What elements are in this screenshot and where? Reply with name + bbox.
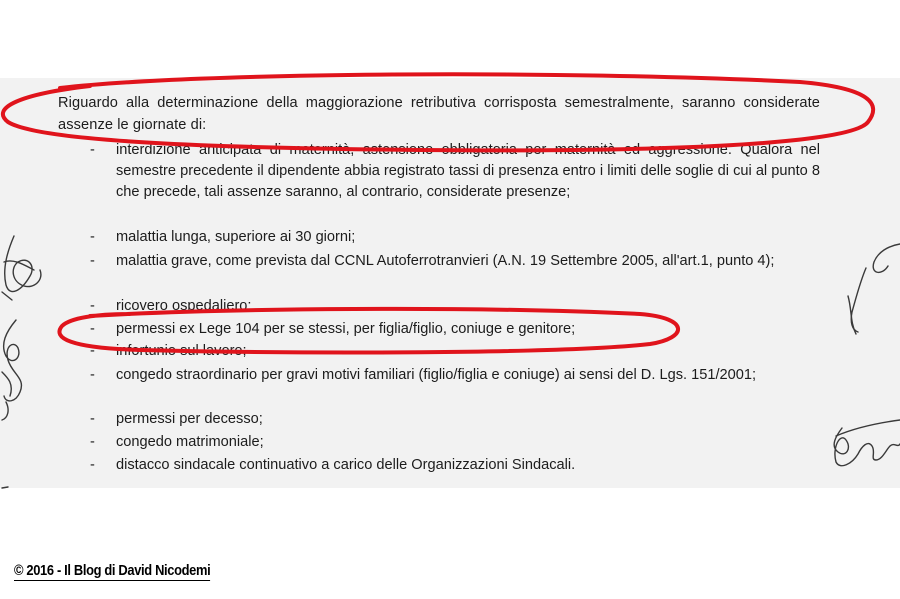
bullet-dash: - (90, 298, 95, 314)
bullet-dash: - (90, 229, 95, 245)
list-item-text: ricovero ospedaliero; (116, 298, 252, 314)
bullet-dash: - (90, 253, 95, 269)
list-item-text: infortunio sul lavoro; (116, 343, 247, 359)
list-item-text: malattia grave, come prevista dal CCNL Autoferrotranvieri (A.N. 19 Settembre 2005, all'art.1, punto 4); (116, 253, 775, 269)
bullet-dash: - (90, 457, 95, 473)
intro-paragraph: Riguardo alla determinazione della maggiorazione retributiva corrisposta semestralmente, saranno considerate assenze le giornate di: (58, 95, 820, 133)
list-item-text: distacco sindacale continuativo a carico delle Organizzazioni Sindacali. (116, 457, 576, 473)
list-item-text: congedo straordinario per gravi motivi familiari (figlio/figlia e coniuge) ai sensi del D. Lgs. 151/2001; (116, 367, 757, 383)
bullet-dash: - (90, 321, 95, 337)
list-item-text: malattia lunga, superiore ai 30 giorni; (116, 229, 356, 245)
bullet-dash: - (90, 411, 95, 427)
bullet-dash: - (90, 142, 95, 158)
list-item-text: permessi per decesso; (116, 411, 263, 427)
bullet-dash: - (90, 434, 95, 450)
copyright-footer: © 2016 - Il Blog di David Nicodemi (14, 562, 211, 579)
list-item-text: congedo matrimoniale; (116, 434, 264, 450)
list-item-text: permessi ex Lege 104 per se stessi, per figlia/figlio, coniuge e genitore; (116, 321, 576, 337)
bullet-dash: - (90, 343, 95, 359)
bullet-dash: - (90, 367, 95, 383)
list-item-text: interdizione anticipata di maternità, astensione obbligatoria per maternità ed aggressione. Qualora nel semestre precedente il dipendente abbia registrato tassi di presenza entro i limiti delle soglie di cui al punto 8 che precede, tali assenze saranno, al contrario, considerate presenze; (116, 142, 820, 200)
